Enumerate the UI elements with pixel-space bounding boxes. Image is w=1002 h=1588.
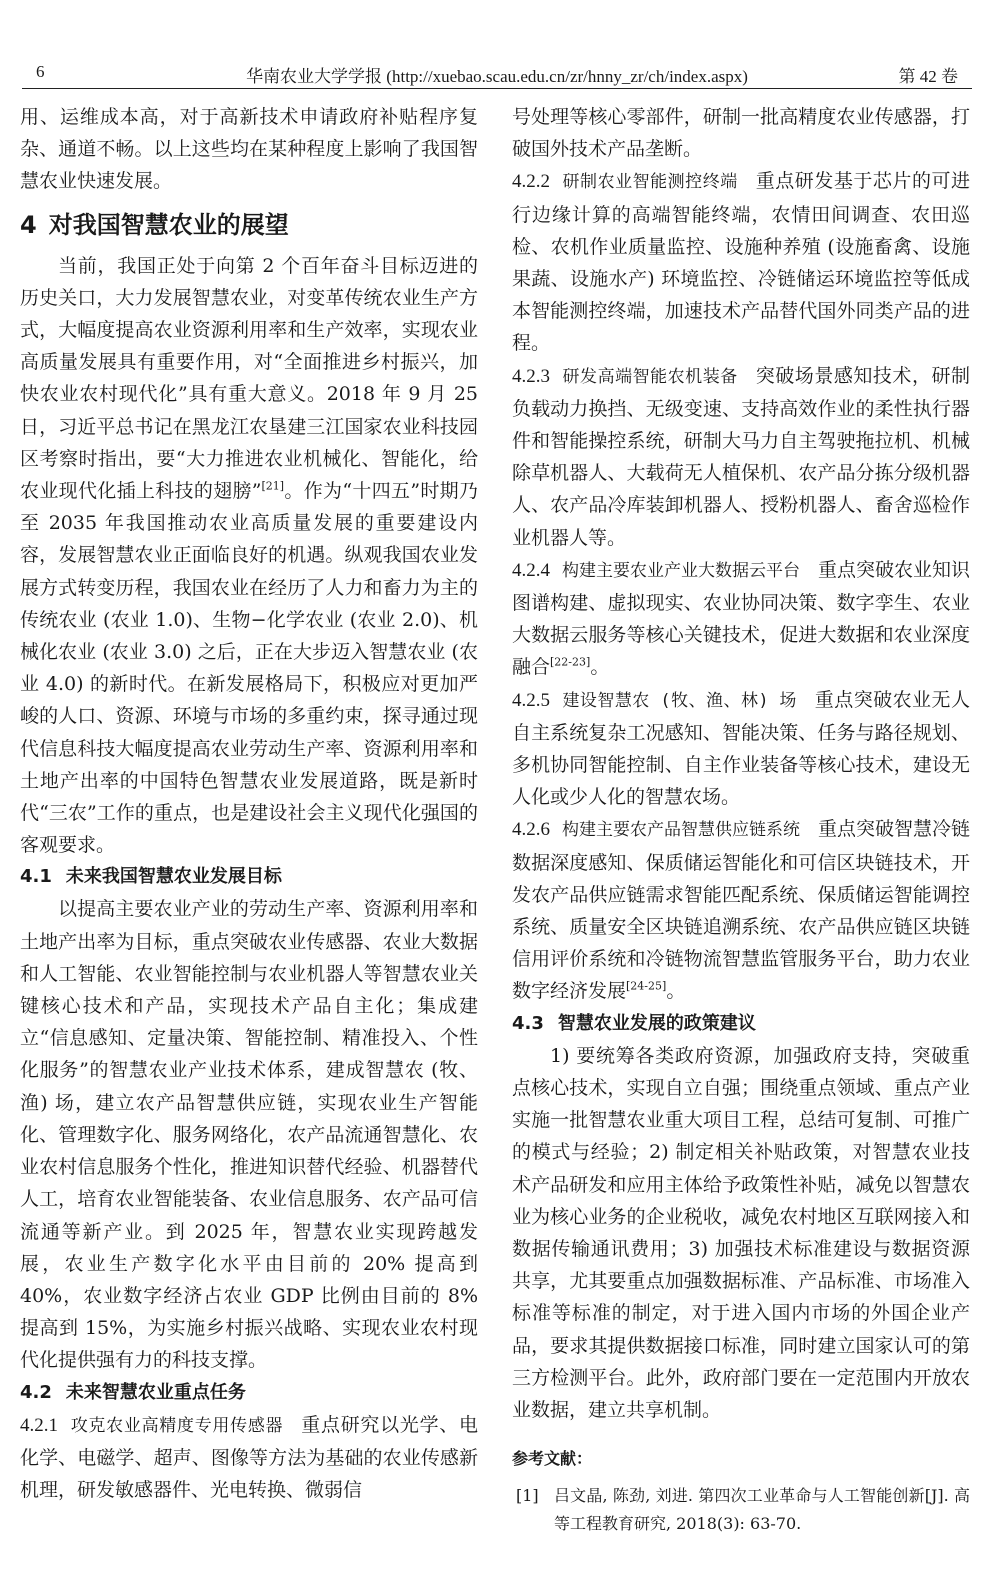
- subsection-title: 智慧农业发展的政策建议: [557, 1012, 756, 1034]
- subsection-number: 4.2: [20, 1381, 52, 1403]
- section-heading-4: [20, 210, 478, 240]
- item-number: 4.2.1: [20, 1414, 58, 1436]
- reference-text: 吕文晶, 陈劲, 刘进. 第四次工业革命与人工智能创新[J]. 高等工程教育研究, 2018(3): 63-70.: [554, 1486, 970, 1534]
- item-title: 攻克农业高精度专用传感器: [70, 1415, 284, 1436]
- section-number: 4: [20, 210, 37, 239]
- item-text: 重点研究以光学、电化学、电磁学、超声、图像等方法为基础的农业传感新机理，研发敏感器件、光电转换、微弱信: [20, 1413, 478, 1501]
- page-number: 6: [36, 62, 45, 81]
- item-text: 重点突破智慧冷链数据深度感知、保质储运智能化和可信区块链技术，开发农产品供应链需求智能匹配系统、保质储运智能调控系统、质量安全区块链追溯系统、农产品供应链区块链信用评价系统和冷链物流智慧监管服务平台，助力农业数字经济发展: [512, 818, 971, 1003]
- paragraph: 用、运维成本高，对于高新技术申请政府补贴程序复杂、通道不畅。以上这些均在某种程度上影响了我国智慧农业快速发展。: [20, 106, 478, 193]
- item-4-2-5: [512, 684, 970, 814]
- left-column: [20, 101, 478, 1506]
- punctuation: 。: [590, 656, 610, 679]
- item-title: 研制农业智能测控终端: [562, 172, 738, 193]
- item-text: 突破场景感知技术，研制负载动力换挡、无级变速、支持高效作业的柔性执行器件和智能操控系统，研制大马力自主驾驶拖拉机、机械除草机器人、大载荷无人植保机、农产品分拣分级机器人、农产品冷库装卸机器人、授粉机器人、畜舍巡检作业机器人等。: [512, 364, 970, 549]
- subsection-heading-4-3: [512, 1008, 970, 1040]
- item-4-2-2: [512, 165, 970, 359]
- item-title: 研发高端智能农机装备: [562, 366, 738, 387]
- subsection-number: 4.3: [512, 1012, 544, 1034]
- paragraph: 以提高主要农业产业的劳动生产率、资源利用率和土地产出率为目标，重点突破农业传感器、农业大数据和人工智能、农业智能控制与农业机器人等智慧农业关键核心技术和产品，实现技术产品自主化；集成建立“信息感知、定量决策、智能控制、精准投入、个性化服务”的智慧农业产业技术体系，建成智慧农 (牧、渔) 场，建立农产品智慧供应链，实现农业生产智能化、管理数字化、服务网络化，农产品流通智慧化、农业农村信息服务个性化，推进知识替代经验、机器替代人工，培育农业智能装备、农业信息服务、农产品可信流通等新产业。到 2025 年，智慧农业实现跨越发展，农业生产数字化水平由目前的 20% 提高到 40%，农业数字经济占农业 GDP 比例由目前的 8% 提高到 15%，为实施乡村振兴战略、实现农业农村现代化提供强有力的科技支撑。: [20, 898, 478, 1372]
- item-number: 4.2.4: [512, 559, 550, 581]
- subsection-title: 未来智慧农业重点任务: [65, 1381, 246, 1403]
- item-4-2-4: [512, 554, 970, 684]
- citation: [22-23]: [550, 656, 591, 670]
- journal-title: 华南农业大学学报 (http://xuebao.scau.edu.cn/zr/hnny_zr/ch/index.aspx): [246, 67, 748, 86]
- item-number: 4.2.3: [512, 365, 550, 387]
- subsection-number: 4.1: [20, 866, 52, 888]
- citation: [24-25]: [626, 980, 667, 994]
- item-text: 重点研发基于芯片的可进行边缘计算的高端智能终端，农情田间调查、农田巡检、农机作业质量监控、设施种养殖 (设施畜禽、设施果蔬、设施水产) 环境监控、冷链储运环境监控等低成本智能测控终端，加速技术产品替代国外同类产品的进程。: [512, 170, 970, 355]
- volume-label: 第 42 卷: [898, 67, 958, 86]
- item-title: 构建主要农业产业大数据云平台: [562, 560, 800, 581]
- references-heading: 参考文献：: [512, 1449, 593, 1469]
- punctuation: 。: [666, 980, 686, 1003]
- item-text: 重点突破农业无人自主系统复杂工况感知、智能决策、任务与路径规划、多机协同智能控制、自主作业装备等核心技术，建设无人化或少人化的智慧农场。: [512, 688, 970, 809]
- item-number: 4.2.2: [512, 171, 550, 193]
- item-title: 建设智慧农 (牧、渔、林) 场: [562, 690, 797, 711]
- subsection-heading-4-1: [20, 861, 478, 893]
- right-column: [512, 101, 970, 1538]
- item-number: 4.2.6: [512, 819, 550, 841]
- paragraph: [20, 250, 478, 862]
- paragraph: 号处理等核心零部件，研制一批高精度农业传感器，打破国外技术产品垄断。: [512, 106, 970, 161]
- paragraph-text: 。作为“十四五”时期乃至 2035 年我国推动农业高质量发展的重要建设内容，发展智慧农业正面临良好的机遇。纵观我国农业发展方式转变历程，我国农业在经历了人力和畜力为主的传统农业 (农业 1.0)、生物−化学农业 (农业 2.0)、机械化农业 (农业 3.0) 之后，正在大步迈入智慧农业 (农业 4.0) 的新时代。在新发展格局下，积极应对更加严峻的人口、资源、环境与市场的多重约束，探寻通过现代信息科技大幅度提高农业劳动生产率、资源利用率和土地产出率的中国特色智慧农业发展道路，既是新时代“三农”工作的重点，也是建设社会主义现代化强国的客观要求。: [20, 480, 478, 857]
- item-4-2-6: [512, 813, 970, 1007]
- subsection-heading-4-2: [20, 1377, 478, 1409]
- paragraph: 1) 要统筹各类政府资源，加强政府支持，突破重点核心技术，实现自立自强；围绕重点领域、重点产业实施一批智慧农业重大项目工程，总结可复制、可推广的模式与经验；2) 制定相关补贴政策，对智慧农业技术产品研发和应用主体给予政策性补贴，减免以智慧农业为核心业务的企业税收，减免农村地区互联网接入和数据传输通讯费用；3) 加强技术标准建设与数据资源共享，尤其要重点加强数据标准、产品标准、市场准入标准等标准的制定，对于进入国内市场的外国企业产品，要求其提供数据接口标准，同时建立国家认可的第三方检测平台。此外，政府部门要在一定范围内开放农业数据，建立共享机制。: [512, 1044, 970, 1421]
- item-4-2-3: [512, 360, 970, 554]
- reference-number: [1]: [516, 1486, 539, 1506]
- item-4-2-1: [20, 1409, 478, 1507]
- item-text: 重点突破农业知识图谱构建、虚拟现实、农业协同决策、数字孪生、农业大数据云服务等核心关键技术，促进大数据和农业深度融合: [512, 558, 971, 679]
- item-number: 4.2.5: [512, 689, 550, 711]
- reference-item: [512, 1482, 970, 1538]
- citation: [21]: [261, 479, 285, 493]
- section-title: 对我国智慧农业的展望: [48, 210, 289, 239]
- item-title: 构建主要农产品智慧供应链系统: [562, 820, 800, 841]
- paragraph-text: 当前，我国正处于向第 2 个百年奋斗目标迈进的历史关口，大力发展智慧农业，对变革传统农业生产方式，大幅度提高农业资源利用率和生产效率，实现农业高质量发展具有重要作用，对“全面推进乡村振兴，加快农业农村现代化”具有重大意义。2018 年 9 月 25 日，习近平总书记在黑龙江农垦建三江国家农业科技园区考察时指出，要“大力推进农业机械化、智能化，给农业现代化插上科技的翅膀”: [20, 254, 478, 503]
- running-header: [22, 62, 972, 89]
- subsection-title: 未来我国智慧农业发展目标: [65, 866, 282, 888]
